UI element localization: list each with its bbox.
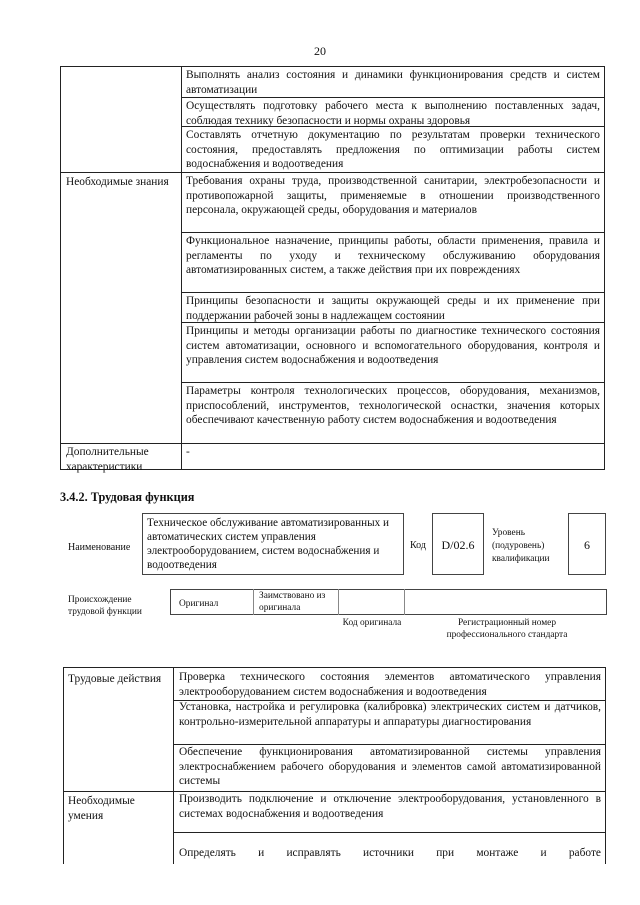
skill-cell: Составлять отчетную документацию по результатам проверки технического состояния, предоставлять предложения по оптимизации работы систем водоснабжения и водоотведения (186, 129, 600, 171)
borrowed-label: Заимствовано из оригинала (259, 591, 326, 613)
name-label: Наименование (68, 542, 131, 553)
page-number: 20 (314, 44, 326, 58)
code-label: Код (410, 540, 426, 551)
function-code: D/02.6 (441, 538, 475, 552)
skill-cell-text: Определять и исправлять источники при монтаже и работе (179, 847, 601, 859)
level-value: 6 (584, 538, 590, 552)
row-label-skills: Необходимые умения (68, 795, 135, 822)
reg-number-label: Регистрационный номер профессионального стандарта (446, 618, 568, 640)
knowledge-cell: Принципы безопасности и защиты окружающей среды и их применение при поддержании рабочей зоны в надлежащем состоянии (186, 295, 600, 322)
skill-cell (179, 846, 601, 861)
skill-cell: Производить подключение и отключение электрооборудования, установленного в системах водоснабжения и водоотведения (179, 793, 601, 820)
skill-cell: Осуществлять подготовку рабочего места к выполнению поставленных задач, соблюдая технику безопасности и нормы охраны здоровья (186, 100, 600, 127)
knowledge-cell: Требования охраны труда, производственной санитарии, электробезопасности и противопожарной защиты, применяемые в отношении производственного персонала, окружающей среды, оборудования и материалов (186, 175, 600, 217)
origin-label: Происхождение трудовой функции (68, 595, 142, 617)
additional-cell: - (186, 446, 190, 458)
function-name: Техническое обслуживание автоматизированных и автоматических систем управления электрооборудованием, систем водоснабжения и водоотведения (147, 517, 390, 571)
section-title: 3.4.2. Трудовая функция (60, 490, 195, 504)
row-label-actions: Трудовые действия (68, 673, 162, 685)
original-label: Оригинал (179, 599, 219, 609)
origin-box (170, 589, 607, 615)
row-label-knowledge: Необходимые знания (66, 176, 169, 188)
code-original-label: Код оригинала (342, 618, 402, 628)
row-label-additional: Дополнительные характеристики (66, 446, 149, 473)
action-cell: Обеспечение функционирования автоматизированной системы управления электроснабжением рабочего оборудования и элементов самой автоматизированной системы (179, 746, 601, 788)
knowledge-cell: Принципы и методы организации работы по диагностике технического состояния систем автоматизации, основного и вспомогательного оборудования, контроля и управления систем водоснабжения и водоотведения (186, 325, 600, 367)
knowledge-cell: Параметры контроля технологических процессов, оборудования, механизмов, приспособлений, инструментов, технологической оснастки, значения которых обеспечивают качественную работу систем водоснабжения и водоотведения (186, 385, 600, 427)
level-label: Уровень (подуровень) квалификации (492, 528, 550, 564)
skill-cell: Выполнять анализ состояния и динамики функционирования средств и систем автоматизации (186, 69, 600, 96)
action-cell: Установка, настройка и регулировка (калибровка) электрических систем и датчиков, контрольно-измерительной аппаратуры и аппаратуры диагностирования (179, 701, 601, 728)
knowledge-cell: Функциональное назначение, принципы работы, области применения, правила и регламенты по уходу и техническому обслуживанию оборудования автоматизированных систем, а также действия при их повреждениях (186, 235, 600, 277)
action-cell: Проверка технического состояния элементов автоматического управления электрооборудованием систем водоснабжения и водоотведения (179, 671, 601, 698)
